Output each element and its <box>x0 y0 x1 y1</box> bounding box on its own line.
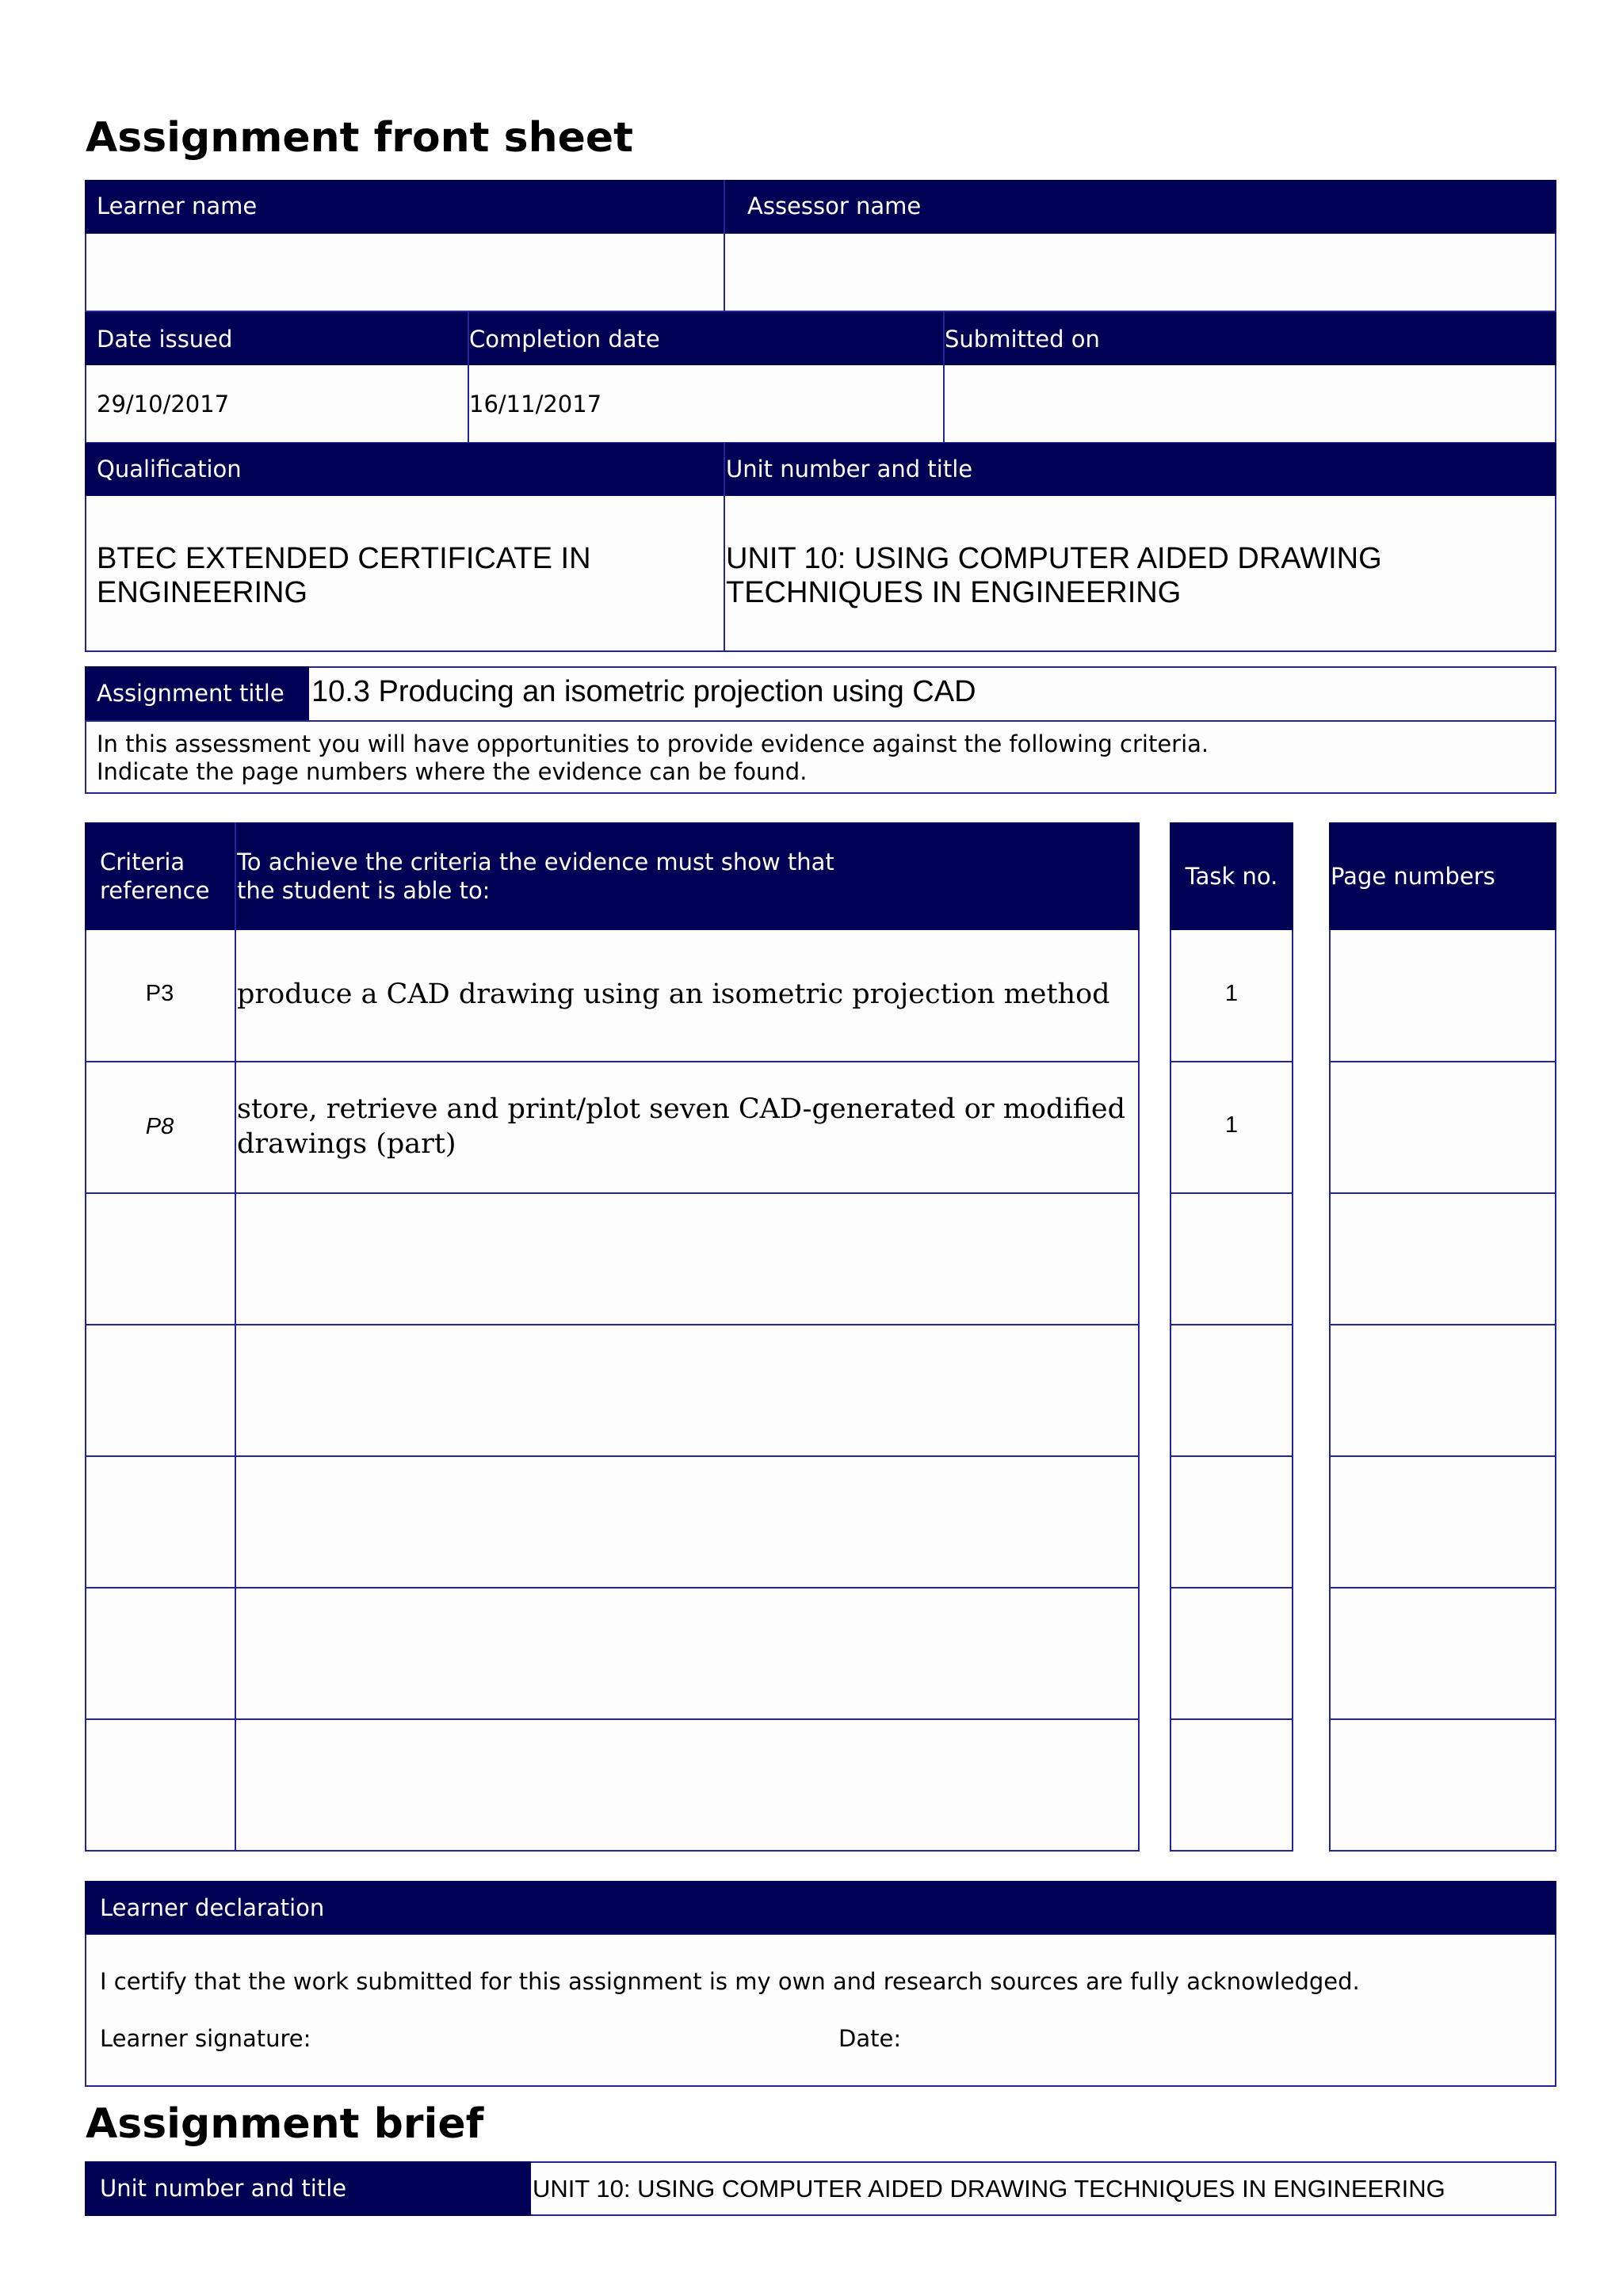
criteria-header-bar <box>85 822 1140 930</box>
criteria-table <box>85 822 1140 1852</box>
completion-date-value: 16/11/2017 <box>469 391 602 418</box>
page-numbers-header: Page numbers <box>1331 863 1495 890</box>
task-table <box>1170 822 1293 1852</box>
criteria-col-divider <box>235 822 236 1852</box>
evidence-header-line1: To achieve the criteria the evidence must show that <box>237 849 834 875</box>
completion-date-label: Completion date <box>469 326 660 353</box>
declaration-date-label: Date: <box>838 2025 902 2052</box>
assignment-title-divider <box>85 720 1556 722</box>
unit-value-line2: TECHNIQUES IN ENGINEERING <box>726 576 1182 609</box>
criteria-evidence-cell-line2: drawings (part) <box>237 1128 456 1160</box>
task-row-divider <box>1170 1587 1293 1589</box>
task-row-divider <box>1170 1061 1293 1062</box>
dates-divider-1 <box>468 312 469 444</box>
unit-number-title-label: Unit number and title <box>726 456 973 482</box>
pages-row-divider <box>1329 1061 1556 1062</box>
date-issued-value: 29/10/2017 <box>97 391 230 418</box>
dates-divider-2 <box>943 312 945 444</box>
qualification-label: Qualification <box>97 456 242 482</box>
pages-row-divider <box>1329 1587 1556 1589</box>
row-divider <box>85 1455 1140 1457</box>
pages-row-divider <box>1329 1192 1556 1194</box>
criteria-ref-header-line1: Criteria <box>100 849 185 875</box>
names-divider <box>724 180 725 312</box>
task-row-divider <box>1170 1455 1293 1457</box>
learner-signature-label: Learner signature: <box>100 2025 311 2052</box>
pages-row-divider <box>1329 1718 1556 1720</box>
qualification-value-line1: BTEC EXTENDED CERTIFICATE IN <box>97 542 591 575</box>
task-row-divider <box>1170 1324 1293 1325</box>
criteria-ref-header-line2: reference <box>100 877 210 904</box>
brief-unit-label: Unit number and title <box>100 2175 347 2202</box>
assessor-name-label: Assessor name <box>747 193 922 219</box>
page-numbers-table <box>1329 822 1556 1852</box>
declaration-header: Learner declaration <box>100 1894 325 1921</box>
criteria-evidence-cell: store, retrieve and print/plot seven CAD-generated or modified <box>237 1093 1126 1125</box>
criteria-ref-cell: P3 <box>145 981 174 1006</box>
criteria-evidence-cell: produce a CAD drawing using an isometric projection method <box>237 978 1110 1010</box>
assignment-title-value: 10.3 Producing an isometric projection using CAD <box>311 675 976 708</box>
intro-text-line2: Indicate the page numbers where the evidence can be found. <box>97 758 808 785</box>
row-divider <box>85 1324 1140 1325</box>
row-divider <box>85 1061 1140 1062</box>
intro-text-line1: In this assessment you will have opportunities to provide evidence against the following criteria. <box>97 730 1209 757</box>
assignment-title-label: Assignment title <box>97 680 285 707</box>
task-no-cell: 1 <box>1224 1112 1239 1138</box>
unit-value-line1: UNIT 10: USING COMPUTER AIDED DRAWING <box>726 542 1382 575</box>
task-row-divider <box>1170 1718 1293 1720</box>
brief-unit-value: UNIT 10: USING COMPUTER AIDED DRAWING TECHNIQUES IN ENGINEERING <box>533 2175 1445 2203</box>
evidence-header-line2: the student is able to: <box>237 877 491 904</box>
task-no-header: Task no. <box>1185 863 1278 890</box>
brief-title: Assignment brief <box>86 2100 484 2148</box>
declaration-statement: I certify that the work submitted for this assignment is my own and research sources are fully acknowledged. <box>100 1968 1360 1995</box>
pages-row-divider <box>1329 1324 1556 1325</box>
criteria-ref-cell: P8 <box>145 1114 174 1139</box>
task-no-cell: 1 <box>1224 981 1239 1006</box>
learner-name-label: Learner name <box>97 193 258 219</box>
row-divider <box>85 1587 1140 1589</box>
dates-header-bar <box>85 312 1556 365</box>
row-divider <box>85 1718 1140 1720</box>
task-row-divider <box>1170 1192 1293 1194</box>
qualification-value-line2: ENGINEERING <box>97 576 308 609</box>
submitted-on-label: Submitted on <box>945 326 1100 353</box>
qualification-divider <box>724 443 725 652</box>
row-divider <box>85 1192 1140 1194</box>
pages-row-divider <box>1329 1455 1556 1457</box>
date-issued-label: Date issued <box>97 326 233 353</box>
page-title: Assignment front sheet <box>86 114 633 162</box>
